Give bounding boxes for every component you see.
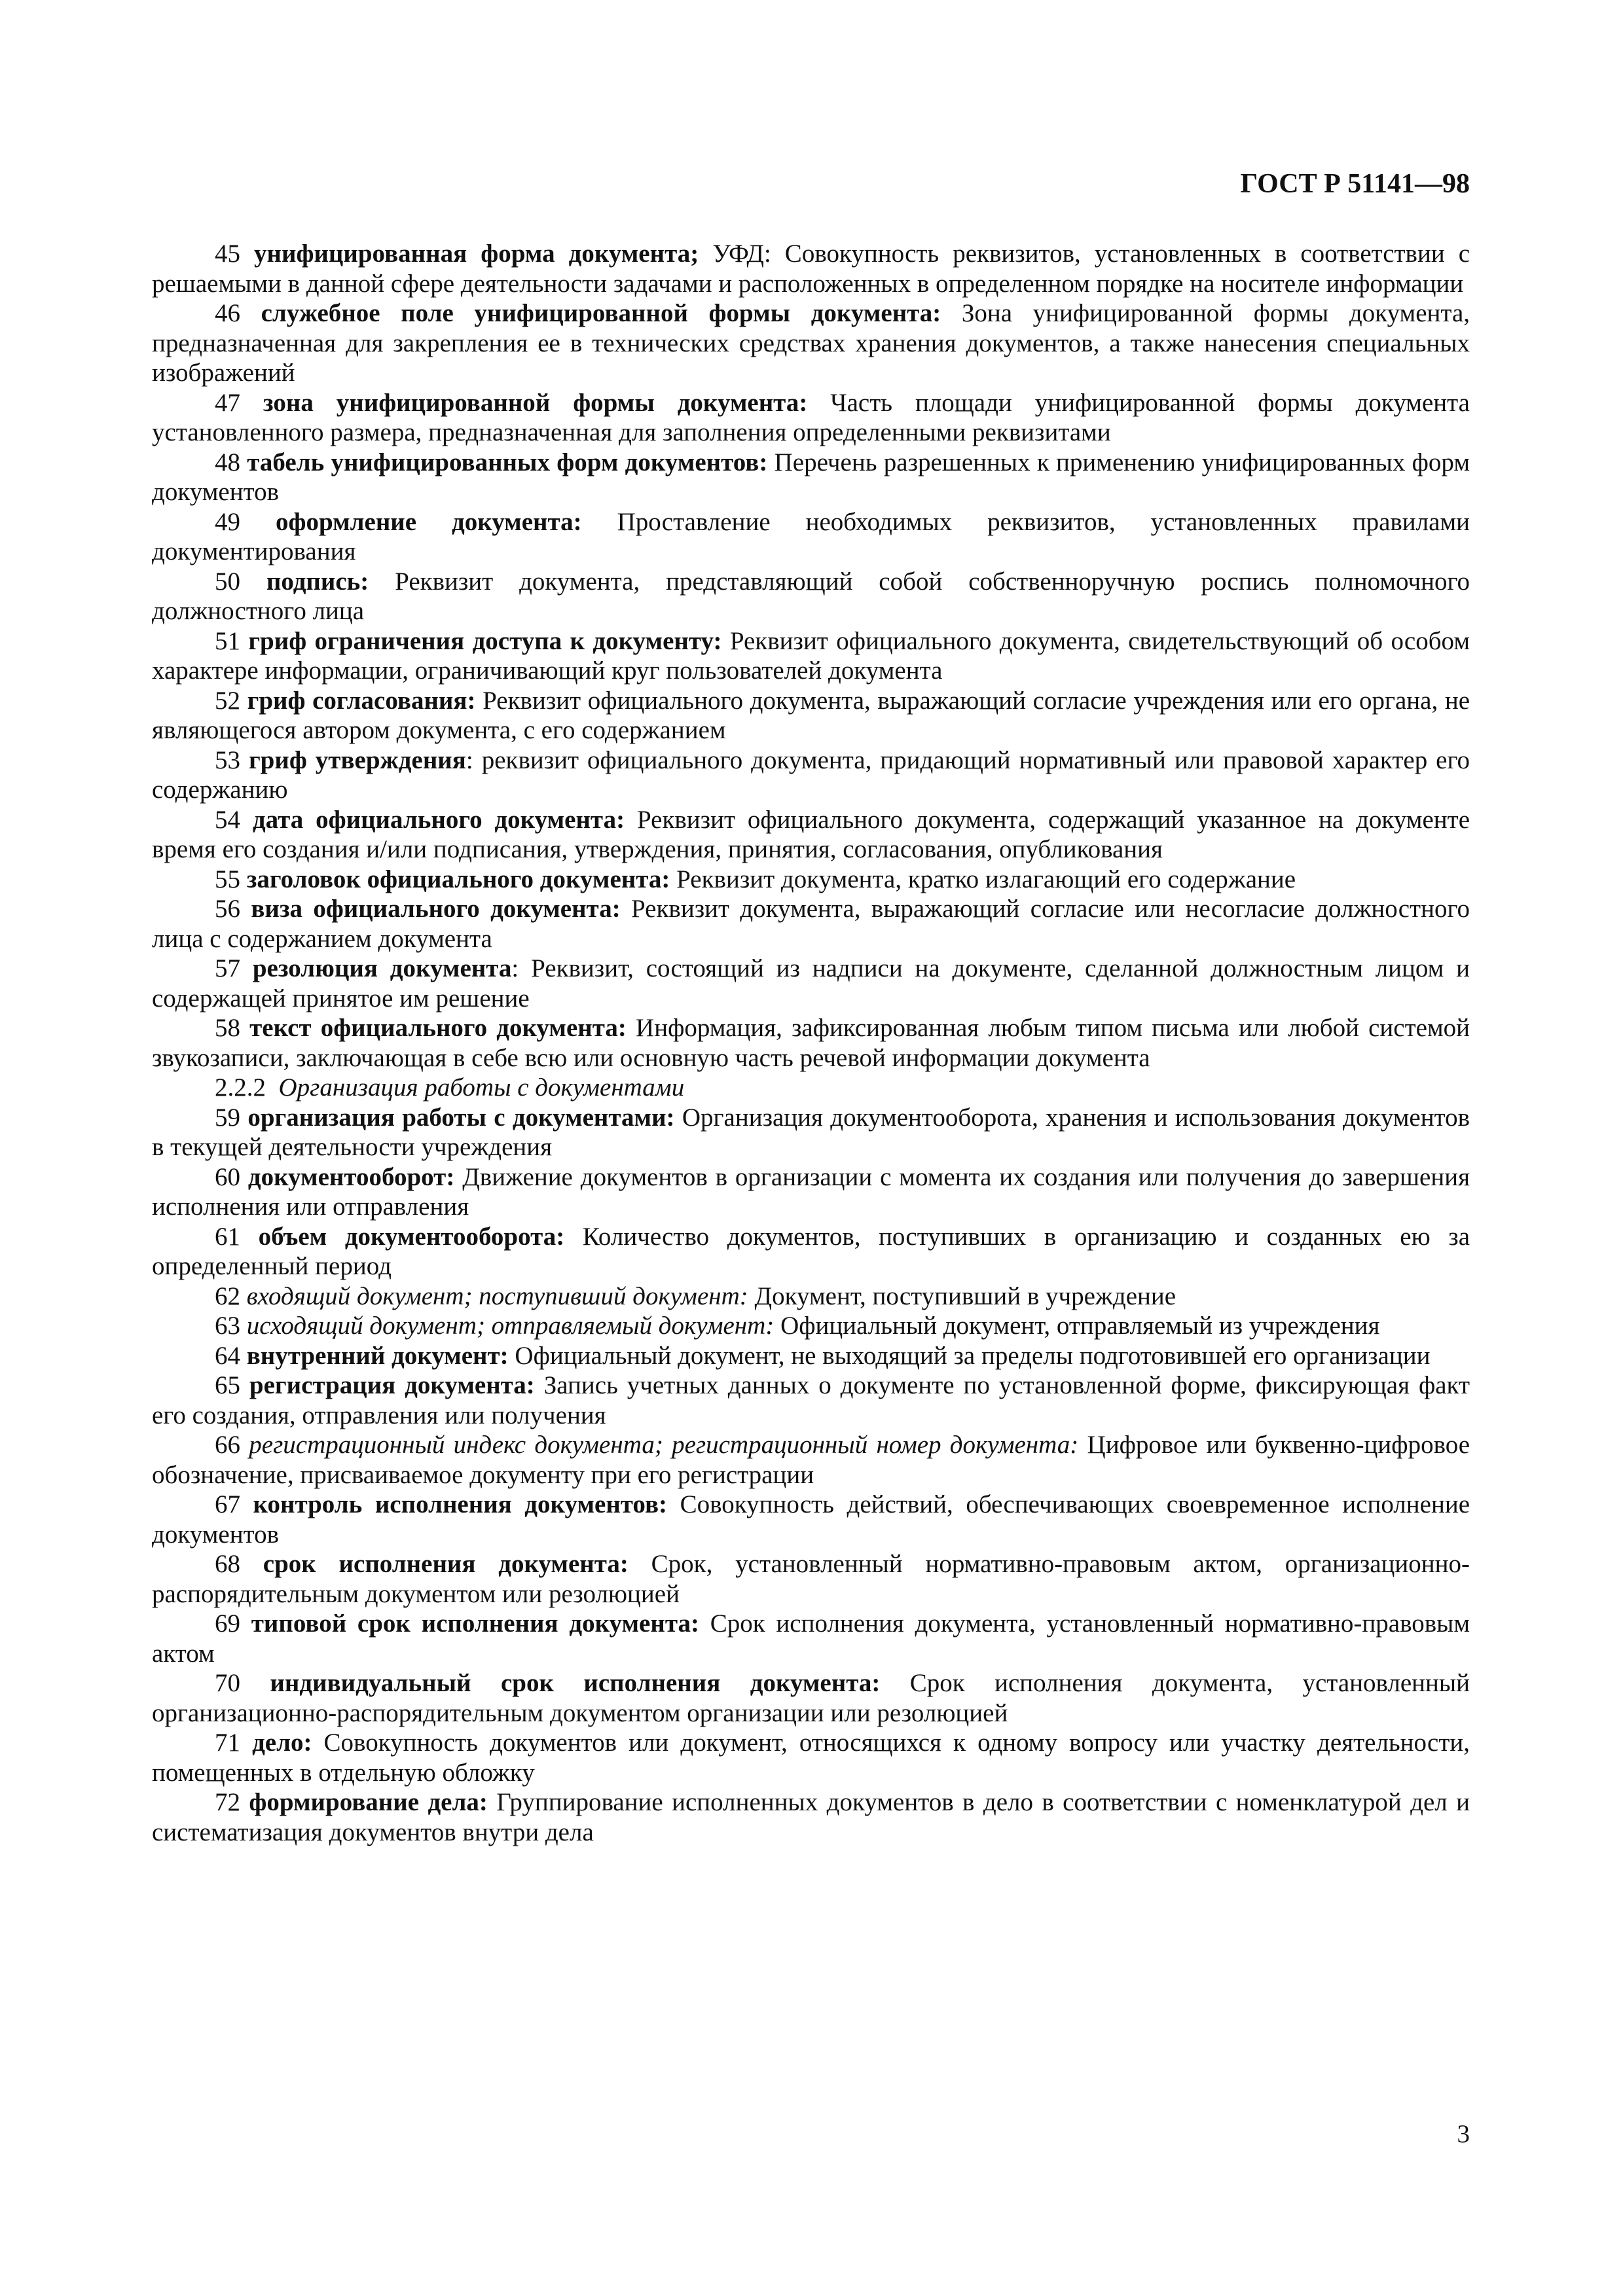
subsection-title: Организация работы с документами bbox=[278, 1073, 685, 1102]
term-separator bbox=[475, 687, 483, 715]
term-definition: реквизит официального документа, придающий нормативный или правовой характер его содержанию bbox=[152, 745, 1470, 804]
term-entry bbox=[152, 1311, 1470, 1341]
term-number: 56 bbox=[215, 895, 240, 923]
term-separator bbox=[454, 1163, 462, 1191]
term-definition: Срок, установленный нормативно-правовым актом, организационно-распорядительным документом или резолюцией bbox=[152, 1550, 1470, 1608]
term-definition: Реквизит официального документа, выражающий согласие учреждения или его органа, не являющегося автором документа, с его содержанием bbox=[152, 686, 1470, 744]
term-entry bbox=[152, 865, 1470, 895]
term-entry bbox=[152, 1013, 1470, 1073]
term-name: виза официального документа: bbox=[251, 895, 621, 923]
term-separator bbox=[774, 1312, 780, 1340]
term-number: 49 bbox=[215, 507, 240, 536]
term-separator bbox=[625, 806, 637, 834]
term-number: 48 bbox=[215, 448, 240, 476]
term-definition: Документ, поступивший в учреждение bbox=[754, 1282, 1176, 1310]
term-name: служебное поле унифицированной формы документа: bbox=[261, 299, 941, 327]
term-number: 55 bbox=[215, 865, 240, 893]
term-definition: Реквизит документа, выражающий согласие или несогласие должностного лица с содержанием документа bbox=[152, 895, 1470, 953]
term-entry bbox=[152, 1341, 1470, 1371]
term-definition: Зона унифицированной формы документа, предназначенная для закрепления ее в технических средствах хранения документов, а также нанесения специальных изображений bbox=[152, 299, 1470, 387]
term-separator bbox=[621, 895, 631, 923]
term-number: 66 bbox=[215, 1431, 240, 1459]
term-number: 62 bbox=[215, 1282, 240, 1310]
term-separator: : bbox=[511, 954, 532, 982]
term-entry bbox=[152, 1430, 1470, 1490]
term-definition: Реквизит документа, кратко излагающий его содержание bbox=[676, 865, 1296, 893]
term-name: индивидуальный срок исполнения документа: bbox=[270, 1669, 881, 1697]
terms-list-workflow bbox=[152, 1103, 1470, 1848]
term-separator bbox=[721, 627, 729, 655]
term-entry bbox=[152, 1282, 1470, 1312]
term-number: 61 bbox=[215, 1222, 240, 1251]
term-entry bbox=[152, 1162, 1470, 1222]
term-number: 53 bbox=[215, 745, 240, 774]
term-separator bbox=[941, 299, 962, 327]
term-name: гриф утверждения bbox=[248, 745, 466, 774]
term-number: 59 bbox=[215, 1103, 240, 1132]
term-entry bbox=[152, 298, 1470, 388]
term-separator bbox=[767, 448, 774, 476]
term-separator bbox=[369, 567, 395, 596]
term-entry bbox=[152, 1609, 1470, 1668]
term-definition: Часть площади унифицированной формы документа установленного размера, предназначенная для заполнения определенными реквизитами bbox=[152, 388, 1470, 446]
term-definition: Реквизит официального документа, свидетельствующий об особом характере информации, ограничивающий круг пользователей документа bbox=[152, 626, 1470, 685]
term-entry bbox=[152, 1549, 1470, 1609]
term-entry bbox=[152, 1728, 1470, 1787]
term-entry bbox=[152, 1222, 1470, 1282]
term-definition: УФД: Совокупность реквизитов, установленных в соответствии с решаемыми в данной сфере деятельности задачами и расположенных в определенном порядке на носителе информации bbox=[152, 240, 1470, 298]
term-number: 60 bbox=[215, 1162, 240, 1191]
term-name: заголовок официального документа: bbox=[246, 865, 670, 893]
term-separator bbox=[699, 240, 712, 268]
term-entry bbox=[152, 1668, 1470, 1728]
term-name: исходящий документ; отправляемый документ: bbox=[246, 1312, 775, 1340]
term-entry bbox=[152, 894, 1470, 954]
term-number: 67 bbox=[215, 1490, 240, 1518]
term-separator bbox=[582, 508, 617, 536]
term-number: 63 bbox=[215, 1312, 240, 1340]
term-entry bbox=[152, 239, 1470, 298]
terms-content bbox=[152, 239, 1470, 1847]
term-entry bbox=[152, 1787, 1470, 1847]
term-name: контроль исполнения документов: bbox=[253, 1490, 668, 1518]
term-definition: Срок исполнения документа, установленный организационно-распорядительным документом организации или резолюцией bbox=[152, 1669, 1470, 1727]
term-number: 54 bbox=[215, 805, 240, 834]
term-name: регистрационный индекс документа; регистрационный номер документа: bbox=[249, 1431, 1079, 1459]
term-separator bbox=[748, 1282, 755, 1310]
term-name: документооборот: bbox=[247, 1162, 455, 1191]
term-separator bbox=[564, 1223, 583, 1251]
term-separator bbox=[667, 1490, 680, 1518]
term-entry bbox=[152, 448, 1470, 507]
term-definition: Реквизит официального документа, содержащий указанное на документе время его создания и/или подписания, утверждения, принятия, согласования, опубликования bbox=[152, 805, 1470, 863]
term-entry bbox=[152, 745, 1470, 805]
term-definition: Официальный документ, отправляемый из учреждения bbox=[780, 1312, 1380, 1340]
term-separator bbox=[1078, 1431, 1087, 1459]
term-name: формирование дела: bbox=[249, 1788, 488, 1816]
term-separator bbox=[627, 1014, 636, 1042]
terms-list-general bbox=[152, 239, 1470, 1073]
term-entry bbox=[152, 388, 1470, 448]
term-number: 65 bbox=[215, 1371, 240, 1399]
term-number: 58 bbox=[215, 1014, 240, 1042]
term-separator bbox=[488, 1788, 496, 1816]
term-number: 46 bbox=[215, 299, 240, 327]
term-separator bbox=[670, 865, 676, 893]
term-definition: Количество документов, поступивших в организацию и созданных ею за определенный период bbox=[152, 1222, 1470, 1280]
term-number: 64 bbox=[215, 1341, 240, 1370]
term-definition: Информация, зафиксированная любым типом письма или любой системой звукозаписи, заключающая в себе всю или основную часть речевой информации документа bbox=[152, 1014, 1470, 1072]
term-name: текст официального документа: bbox=[249, 1014, 627, 1042]
term-separator bbox=[509, 1342, 515, 1370]
term-name: резолюция документа bbox=[252, 954, 512, 982]
term-name: дело: bbox=[252, 1729, 312, 1757]
term-name: организация работы с документами: bbox=[247, 1103, 675, 1132]
term-name: зона унифицированной формы документа: bbox=[263, 388, 808, 417]
term-separator bbox=[629, 1550, 651, 1578]
term-entry bbox=[152, 1371, 1470, 1430]
term-definition: Группирование исполненных документов в дело в соответствии с номенклатурой дел и систематизация документов внутри дела bbox=[152, 1788, 1470, 1846]
term-definition: Совокупность документов или документ, относящихся к одному вопросу или участку деятельности, помещенных в отдельную обложку bbox=[152, 1729, 1470, 1787]
term-name: табель унифицированных форм документов: bbox=[247, 448, 768, 476]
term-separator bbox=[535, 1371, 544, 1399]
term-name: входящий документ; поступивший документ: bbox=[246, 1282, 748, 1310]
term-number: 68 bbox=[215, 1550, 240, 1578]
term-entry bbox=[152, 1490, 1470, 1549]
subsection-heading bbox=[152, 1073, 1470, 1103]
term-definition: Срок исполнения документа, установленный нормативно-правовым актом bbox=[152, 1609, 1470, 1668]
term-entry bbox=[152, 567, 1470, 626]
term-number: 47 bbox=[215, 388, 240, 417]
term-definition: Цифровое или буквенно-цифровое обозначение, присваиваемое документу при его регистрации bbox=[152, 1431, 1470, 1489]
term-entry bbox=[152, 686, 1470, 745]
term-name: подпись: bbox=[266, 567, 369, 596]
term-separator bbox=[312, 1729, 323, 1757]
term-entry bbox=[152, 507, 1470, 567]
term-number: 72 bbox=[215, 1788, 240, 1816]
term-entry bbox=[152, 805, 1470, 865]
term-name: регистрация документа: bbox=[249, 1371, 535, 1399]
term-name: объем документооборота: bbox=[258, 1222, 565, 1251]
term-definition: Перечень разрешенных к применению унифицированных форм документов bbox=[152, 448, 1470, 506]
term-definition: Запись учетных данных о документе по установленной форме, фиксирующая факт его создания, отправления или получения bbox=[152, 1371, 1470, 1429]
term-definition: Проставление необходимых реквизитов, установленных правилами документирования bbox=[152, 507, 1470, 565]
term-name: типовой срок исполнения документа: bbox=[251, 1609, 699, 1638]
term-name: внутренний документ: bbox=[246, 1341, 509, 1370]
term-entry bbox=[152, 1103, 1470, 1162]
subsection-number: 2.2.2 bbox=[215, 1073, 266, 1102]
term-number: 71 bbox=[215, 1729, 240, 1757]
term-entry bbox=[152, 626, 1470, 686]
term-separator bbox=[880, 1669, 909, 1697]
term-number: 69 bbox=[215, 1609, 240, 1638]
term-separator bbox=[699, 1609, 710, 1638]
term-number: 57 bbox=[215, 954, 240, 982]
term-entry bbox=[152, 954, 1470, 1013]
term-name: срок исполнения документа: bbox=[263, 1550, 629, 1578]
term-name: оформление документа: bbox=[275, 507, 582, 536]
term-number: 50 bbox=[215, 567, 240, 596]
term-separator bbox=[807, 389, 830, 417]
term-number: 51 bbox=[215, 626, 240, 655]
term-definition: Реквизит документа, представляющий собой собственноручную роспись полномочного должностного лица bbox=[152, 567, 1470, 625]
term-number: 52 bbox=[215, 686, 240, 715]
term-number: 45 bbox=[215, 240, 240, 268]
term-name: унифицированная форма документа; bbox=[254, 240, 699, 268]
term-separator: : bbox=[465, 745, 482, 774]
term-name: гриф согласования: bbox=[247, 686, 476, 715]
term-separator bbox=[675, 1103, 682, 1132]
term-definition: Официальный документ, не выходящий за пределы подготовившей его организации bbox=[515, 1341, 1431, 1370]
standard-code-header: ГОСТ Р 51141—98 bbox=[1240, 169, 1470, 199]
page-number: 3 bbox=[1457, 2120, 1470, 2148]
term-number: 70 bbox=[215, 1669, 240, 1697]
term-name: дата официального документа: bbox=[252, 805, 625, 834]
term-definition: Реквизит, состоящий из надписи на документе, сделанной должностным лицом и содержащей принятое им решение bbox=[152, 954, 1470, 1013]
term-definition: Совокупность действий, обеспечивающих своевременное исполнение документов bbox=[152, 1490, 1470, 1549]
term-definition: Движение документов в организации с момента их создания или получения до завершения исполнения или отправления bbox=[152, 1162, 1470, 1221]
term-definition: Организация документооборота, хранения и использования документов в текущей деятельности учреждения bbox=[152, 1103, 1470, 1161]
term-name: гриф ограничения доступа к документу: bbox=[248, 626, 722, 655]
